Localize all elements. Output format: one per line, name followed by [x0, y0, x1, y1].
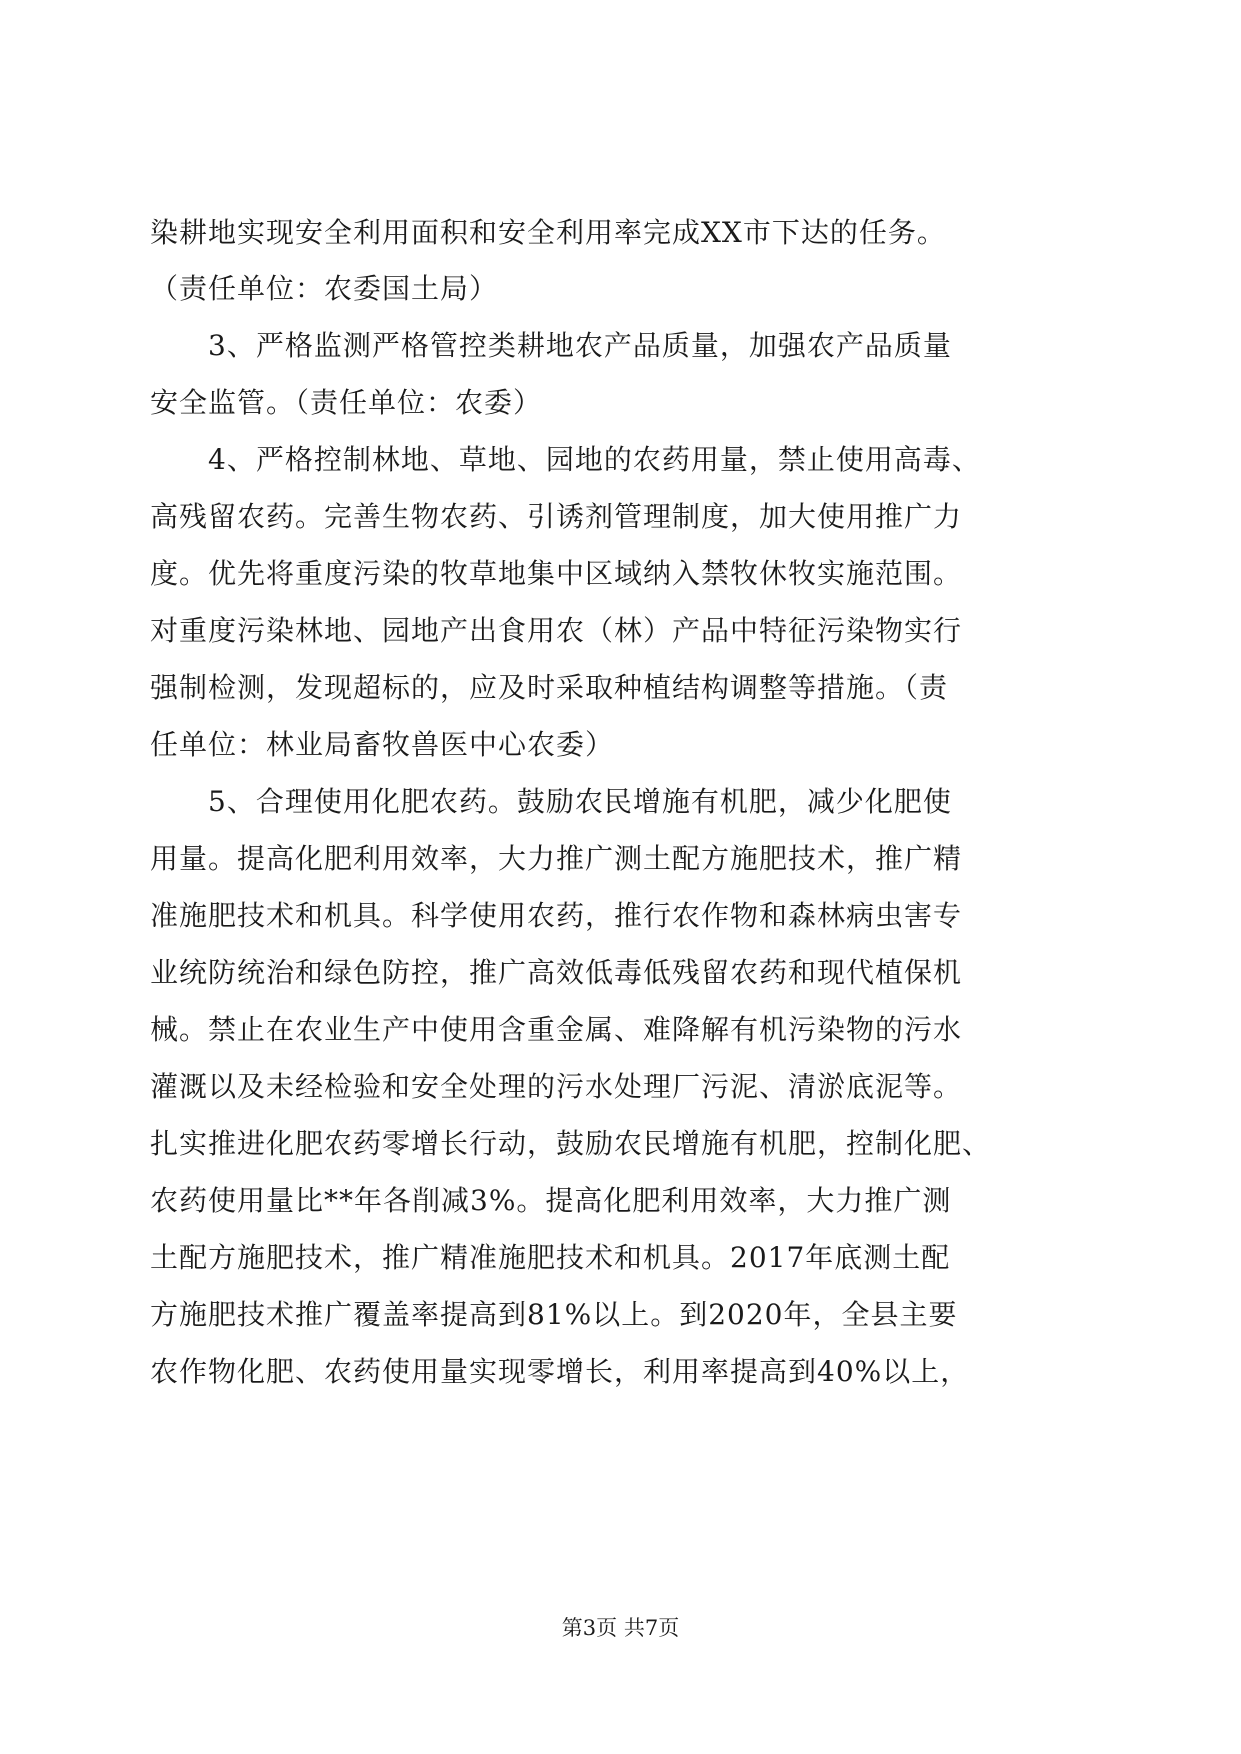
text-line: 度。优先将重度污染的牧草地集中区域纳入禁牧休牧实施范围。 [150, 557, 963, 590]
text-line: 强制检测，发现超标的，应及时采取种植结构调整等措施。（责 [150, 671, 949, 704]
text-line: 准施肥技术和机具。科学使用农药，推行农作物和森林病虫害专 [150, 899, 963, 932]
text-line: 4、严格控制林地、草地、园地的农药用量，禁止使用高毒、 [150, 443, 981, 476]
text-line: 安全监管。（责任单位：农委） [150, 386, 543, 419]
page-footer: 第3页 共7页 [561, 1616, 680, 1640]
text-line: （责任单位：农委国土局） [150, 272, 499, 305]
text-line: 用量。提高化肥利用效率，大力推广测土配方施肥技术，推广精 [150, 842, 963, 875]
text-line: 农药使用量比**年各削减3%。提高化肥利用效率，大力推广测 [150, 1184, 952, 1217]
text-line: 业统防统治和绿色防控，推广高效低毒低残留农药和现代植保机 [150, 956, 963, 989]
text-line: 高残留农药。完善生物农药、引诱剂管理制度，加大使用推广力 [150, 500, 963, 533]
text-line: 染耕地实现安全利用面积和安全利用率完成XX市下达的任务。 [150, 216, 946, 249]
text-line: 农作物化肥、农药使用量实现零增长，利用率提高到40%以上， [150, 1355, 970, 1388]
text-line: 对重度污染林地、园地产出食用农（林）产品中特征污染物实行 [150, 614, 963, 647]
text-line: 械。禁止在农业生产中使用含重金属、难降解有机污染物的污水 [150, 1013, 963, 1046]
text-line: 方施肥技术推广覆盖率提高到81%以上。到2020年，全县主要 [150, 1298, 958, 1331]
text-line: 5、合理使用化肥农药。鼓励农民增施有机肥，减少化肥使 [150, 785, 952, 818]
text-line: 3、严格监测严格管控类耕地农产品质量，加强农产品质量 [150, 329, 952, 362]
text-line: 扎实推进化肥农药零增长行动，鼓励农民增施有机肥，控制化肥、 [150, 1127, 992, 1160]
text-line: 土配方施肥技术，推广精准施肥技术和机具。2017年底测土配 [150, 1241, 951, 1274]
text-line: 任单位：林业局畜牧兽医中心农委） [150, 728, 615, 761]
text-line: 灌溉以及未经检验和安全处理的污水处理厂污泥、清淤底泥等。 [150, 1070, 963, 1103]
